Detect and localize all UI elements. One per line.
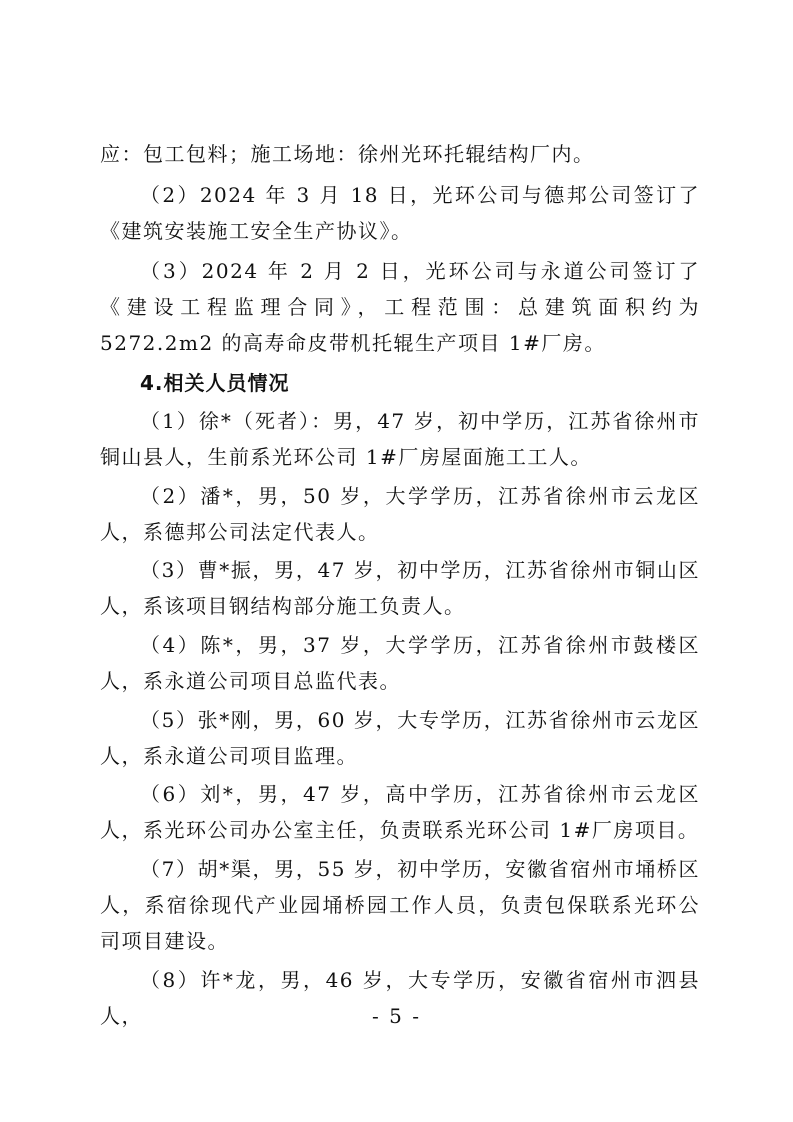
paragraph-item-2: （2）2024 年 3 月 18 日，光环公司与德邦公司签订了《建筑安装施工安全生产协议》。 xyxy=(100,183,700,243)
section-heading: 4.相关人员情况 xyxy=(140,371,290,395)
person-paragraph-6: （6）刘*，男，47 岁，高中学历，江苏省徐州市云龙区人，系光环公司办公室主任，负责联系光环公司 1#厂房项目。 xyxy=(100,782,700,842)
page-number: - 5 - xyxy=(372,1004,421,1028)
person-paragraph-3: （3）曹*振，男，47 岁，初中学历，江苏省徐州市铜山区人，系该项目钢结构部分施工负责人。 xyxy=(100,558,700,618)
person-paragraph-4: （4）陈*，男，37 岁，大学学历，江苏省徐州市鼓楼区人，系永道公司项目总监代表。 xyxy=(100,633,700,693)
person-paragraph-2: （2）潘*，男，50 岁，大学学历，江苏省徐州市云龙区人，系德邦公司法定代表人。 xyxy=(100,484,700,544)
person-paragraph-5: （5）张*刚，男，60 岁，大专学历，江苏省徐州市云龙区人，系永道公司项目监理。 xyxy=(100,708,700,768)
person-paragraph-8: （8）许*龙，男，46 岁，大专学历，安徽省宿州市泗县人， xyxy=(100,968,700,1028)
person-paragraph-7: （7）胡*渠，男，55 岁，初中学历，安徽省宿州市埇桥区人，系宿徐现代产业园埇桥园工作人员，负责包保联系光环公司项目建设。 xyxy=(100,857,700,953)
paragraph-item-3: （3）2024 年 2 月 2 日，光环公司与永道公司签订了《建设工程监理合同》，工程范围：总建筑面积约为 5272.2m2 的高寿命皮带机托辊生产项目 1#厂房。 xyxy=(100,259,700,355)
person-paragraph-1: （1）徐*（死者）：男，47 岁，初中学历，江苏省徐州市铜山县人，生前系光环公司 1#厂房屋面施工工人。 xyxy=(100,409,700,469)
continuation-paragraph: 应：包工包料；施工场地：徐州光环托辊结构厂内。 xyxy=(100,142,595,166)
